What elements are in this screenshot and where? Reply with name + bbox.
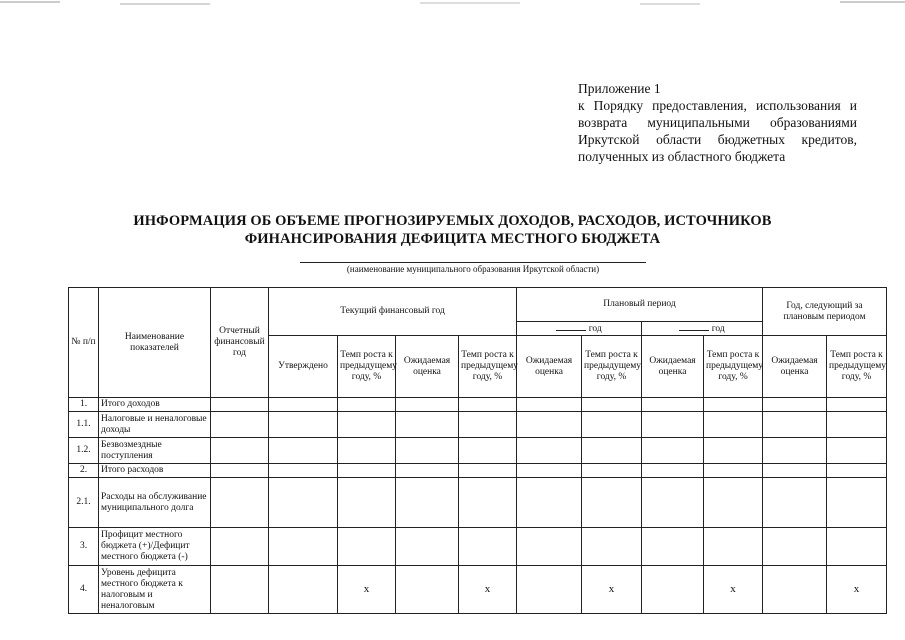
year-blank-2 <box>679 322 709 331</box>
header-growth-current-2: Темп роста к предыдущему году, % <box>459 336 517 398</box>
cell <box>763 566 827 614</box>
cell <box>459 412 517 438</box>
cell <box>582 464 642 478</box>
header-expected-plan-1: Ожидаемая оценка <box>517 336 582 398</box>
table-row <box>69 464 887 478</box>
cell <box>827 464 887 478</box>
cell <box>269 528 338 566</box>
cell <box>704 438 763 464</box>
cell <box>827 398 887 412</box>
x-mark: х <box>582 566 642 614</box>
row-num: 2.1. <box>69 478 99 528</box>
cell <box>582 412 642 438</box>
cell <box>642 412 704 438</box>
header-approved: Утверждено <box>269 336 338 398</box>
cell <box>211 478 269 528</box>
cell <box>517 464 582 478</box>
cell <box>338 528 396 566</box>
row-num: 4. <box>69 566 99 614</box>
appendix-body: к Порядку предоставления, использования и возврата муниципальными образованиями Иркутской области бюджетных кредитов, полученных из областного бюджета <box>578 98 857 164</box>
header-plan-year-1 <box>517 322 642 336</box>
cell <box>763 438 827 464</box>
table-row <box>69 398 887 412</box>
row-name: Итого доходов <box>99 398 211 412</box>
cell <box>517 478 582 528</box>
cell <box>517 528 582 566</box>
x-mark: х <box>704 566 763 614</box>
cell <box>827 438 887 464</box>
x-mark: х <box>827 566 887 614</box>
cell <box>269 478 338 528</box>
year-blank-1 <box>556 322 586 331</box>
cell <box>211 528 269 566</box>
cell <box>338 464 396 478</box>
row-num: 1.2. <box>69 438 99 464</box>
cell <box>704 464 763 478</box>
row-num: 1.1. <box>69 412 99 438</box>
cell <box>763 478 827 528</box>
row-name: Налоговые и неналоговые доходы <box>99 412 211 438</box>
header-current-year: Текущий финансовый год <box>269 288 517 336</box>
cell <box>211 398 269 412</box>
cell <box>582 478 642 528</box>
cell <box>269 438 338 464</box>
row-name: Уровень дефицита местного бюджета к налоговым и неналоговым <box>99 566 211 614</box>
row-num: 1. <box>69 398 99 412</box>
cell <box>396 566 459 614</box>
header-planning-period: Плановый период <box>517 288 763 322</box>
cell <box>704 412 763 438</box>
document-title-line-2: ФИНАНСИРОВАНИЯ ДЕФИЦИТА МЕСТНОГО БЮДЖЕТА <box>244 231 661 247</box>
cell <box>582 528 642 566</box>
header-growth-current-1: Темп роста к предыдущему году, % <box>338 336 396 398</box>
cell <box>763 412 827 438</box>
row-name: Безвозмездные поступления <box>99 438 211 464</box>
header-expected-current: Ожидаемая оценка <box>396 336 459 398</box>
cell <box>396 528 459 566</box>
cell <box>396 478 459 528</box>
municipality-caption: (наименование муниципального образования Иркутской области) <box>346 264 600 274</box>
table-row <box>69 566 887 614</box>
cell <box>704 398 763 412</box>
scan-edge-marks <box>0 0 905 12</box>
cell <box>459 464 517 478</box>
cell <box>517 398 582 412</box>
x-mark: х <box>338 566 396 614</box>
x-mark: х <box>459 566 517 614</box>
row-num: 2. <box>69 464 99 478</box>
year-label-2: год <box>711 324 725 334</box>
cell <box>459 478 517 528</box>
cell <box>338 438 396 464</box>
cell <box>582 438 642 464</box>
header-num: № п/п <box>69 288 99 398</box>
cell <box>269 566 338 614</box>
cell <box>517 412 582 438</box>
table-row <box>69 528 887 566</box>
cell <box>642 398 704 412</box>
document-title-line-1: ИНФОРМАЦИЯ ОБ ОБЪЕМЕ ПРОГНОЗИРУЕМЫХ ДОХОДОВ, РАСХОДОВ, ИСТОЧНИКОВ <box>133 213 772 229</box>
header-expected-next: Ожидаемая оценка <box>763 336 827 398</box>
municipality-name-line <box>300 262 646 263</box>
cell <box>827 528 887 566</box>
header-name: Наименование показателей <box>99 288 211 398</box>
row-name: Профицит местного бюджета (+)/Дефицит местного бюджета (-) <box>99 528 211 566</box>
cell <box>763 464 827 478</box>
document-title <box>80 212 825 248</box>
header-growth-plan-2: Темп роста к предыдущему году, % <box>704 336 763 398</box>
cell <box>827 412 887 438</box>
cell <box>763 528 827 566</box>
header-reporting-year: Отчетный финансовый год <box>211 288 269 398</box>
header-next-year: Год, следующий за плановым периодом <box>763 288 887 336</box>
cell <box>396 438 459 464</box>
header-expected-plan-2: Ожидаемая оценка <box>642 336 704 398</box>
table-row <box>69 478 887 528</box>
cell <box>269 398 338 412</box>
cell <box>642 478 704 528</box>
header-growth-next: Темп роста к предыдущему году, % <box>827 336 887 398</box>
cell <box>459 438 517 464</box>
row-name: Расходы на обслуживание муниципального долга <box>99 478 211 528</box>
cell <box>763 398 827 412</box>
appendix-block <box>578 80 857 165</box>
row-num: 3. <box>69 528 99 566</box>
cell <box>396 464 459 478</box>
cell <box>396 412 459 438</box>
cell <box>459 528 517 566</box>
cell <box>211 412 269 438</box>
cell <box>396 398 459 412</box>
cell <box>338 412 396 438</box>
cell <box>582 398 642 412</box>
cell <box>642 528 704 566</box>
cell <box>704 528 763 566</box>
appendix-title: Приложение 1 <box>578 81 661 96</box>
cell <box>211 464 269 478</box>
table-row <box>69 412 887 438</box>
cell <box>517 566 582 614</box>
cell <box>642 438 704 464</box>
cell <box>827 478 887 528</box>
year-label-1: год <box>588 324 602 334</box>
cell <box>517 438 582 464</box>
cell <box>642 464 704 478</box>
cell <box>642 566 704 614</box>
cell <box>338 398 396 412</box>
budget-table <box>68 287 887 614</box>
row-name: Итого расходов <box>99 464 211 478</box>
cell <box>704 478 763 528</box>
cell <box>269 412 338 438</box>
table-row <box>69 438 887 464</box>
cell <box>338 478 396 528</box>
cell <box>269 464 338 478</box>
header-plan-year-2 <box>642 322 763 336</box>
cell <box>211 566 269 614</box>
cell <box>211 438 269 464</box>
cell <box>459 398 517 412</box>
header-growth-plan-1: Темп роста к предыдущему году, % <box>582 336 642 398</box>
